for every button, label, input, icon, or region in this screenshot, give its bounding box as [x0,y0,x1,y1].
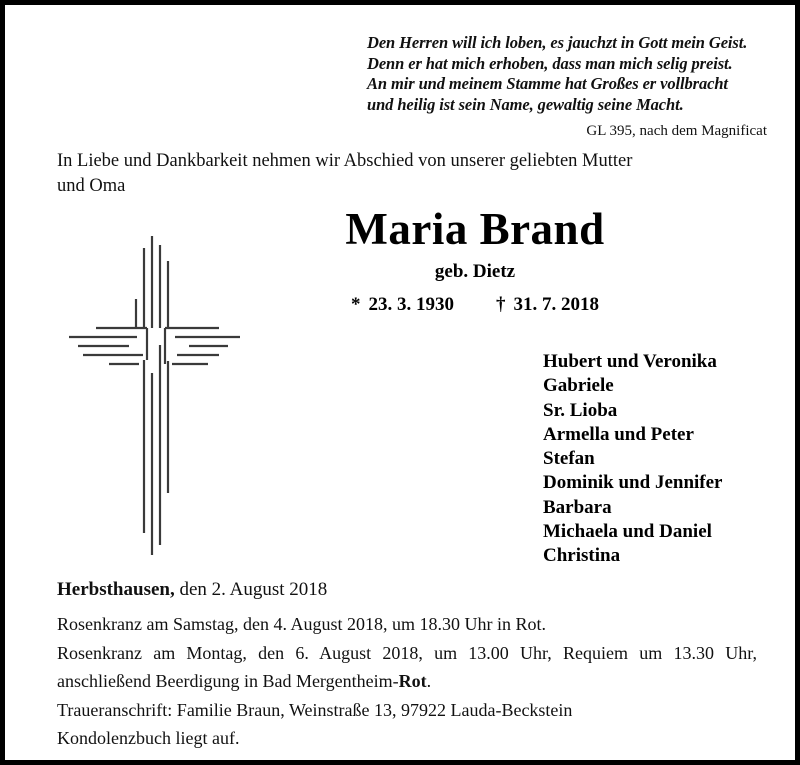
intro-line-2: und Oma [57,176,126,196]
life-dates [215,293,735,317]
rosary-saturday-line: Rosenkranz am Samstag, den 4. August 2018, um 18.30 Uhr in Rot. [57,614,546,634]
list-item: Barbara [543,496,612,518]
mourning-address-line: Traueranschrift: Familie Braun, Weinstraße 13, 97922 Lauda-Beckstein [57,699,573,720]
verse-line-4: und heilig ist sein Name, gewaltig seine Macht. [367,94,684,114]
verse-source: GL 395, nach dem Magnificat [586,123,767,139]
intro-text [57,149,757,199]
deceased-block [215,203,735,317]
list-item: Christina [543,545,621,567]
death-cross-icon: † [496,294,506,315]
list-item: Armella und Peter [543,423,694,445]
deceased-name: Maria Brand [345,204,605,254]
place-and-date [57,577,327,602]
list-item: Dominik und Jennifer [543,472,723,494]
burial-prefix: anschließend Beerdigung in Bad Mergentheim- [57,671,399,691]
place-name: Herbsthausen, [57,579,175,600]
cross-graphic [55,233,260,563]
date-spacer [464,293,486,317]
maiden-name: geb. Dietz [434,261,516,282]
mourners-list [543,350,793,569]
burial-line [57,667,757,696]
intro-line-1: In Liebe und Dankbarkeit nehmen wir Abschied von unserer geliebten Mutter [57,151,633,171]
verse-line-3: An mir und meinem Stamme hat Großes er vollbracht [367,74,728,93]
place-date: den 2. August 2018 [174,579,328,600]
verse-block [367,33,767,141]
service-details [57,610,757,753]
list-item: Hubert und Veronika [543,351,717,372]
verse-line-2: Denn er hat mich erhoben, dass man mich selig preist. [367,53,733,73]
burial-suffix: . [426,671,432,691]
death-date-group [496,293,599,317]
birth-star-icon: * [351,294,361,315]
verse-line-1: Den Herren will ich loben, es jauchzt in Gott mein Geist. [367,33,748,52]
line-cross-icon [55,233,260,563]
birth-date-group [351,293,454,317]
list-item: Gabriele [543,375,614,397]
burial-place-bold: Rot [398,671,427,691]
birth-date: 23. 3. 1930 [368,294,454,315]
condolence-book-line: Kondolenzbuch liegt auf. [57,728,240,748]
list-item: Michaela und Daniel [543,521,712,543]
list-item: Stefan [543,448,595,470]
rosary-monday-line: Rosenkranz am Montag, den 6. August 2018, um 13.00 Uhr, Requiem um 13.30 Uhr, [57,642,757,663]
death-date: 31. 7. 2018 [513,294,599,315]
list-item: Sr. Lioba [543,399,618,421]
